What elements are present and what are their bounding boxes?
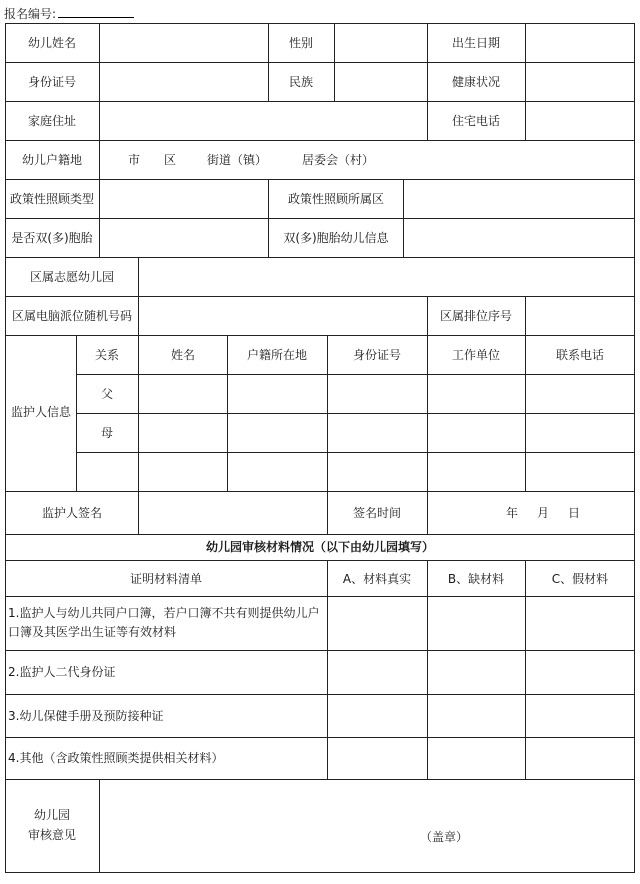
review-item-3: 3.幼儿保健手册及预防接种证 [8,709,164,723]
gender-label: 性别 [288,36,314,50]
opinion-label-line1: 幼儿园 [33,808,71,822]
sign-year-text: 年 [506,506,519,520]
address-label: 家庭住址 [27,114,77,128]
sign-time-label: 签名时间 [352,506,402,520]
sign-month-text: 月 [537,506,550,520]
opinion-input[interactable] [100,780,634,872]
birth-date-label: 出生日期 [451,36,501,50]
registration-number-label: 报名编号: [4,7,57,21]
review-item-4: 4.其他（含政策性照顾类提供相关材料） [8,751,224,765]
hukou-district-text: 区 [164,153,177,167]
ethnicity-label: 民族 [288,75,314,89]
guardian-signature-label: 监护人签名 [41,506,103,520]
guardian-father-row-input[interactable] [139,375,634,413]
district-kindergarten-label: 区属志愿幼儿园 [29,270,115,284]
home-phone-label: 住宅电话 [451,114,501,128]
birth-date-input[interactable] [526,24,634,62]
child-name-input[interactable] [100,24,268,62]
hukou-label: 幼儿户籍地 [21,153,83,167]
guardian-mother-row-input[interactable] [139,414,634,452]
id-number-input[interactable] [100,63,268,101]
child-name-label: 幼儿姓名 [27,36,77,50]
gender-input[interactable] [335,24,427,62]
review-list-header: 证明材料清单 [129,572,203,586]
health-input[interactable] [526,63,634,101]
seal-text: （盖章） [420,830,469,844]
guardian-other-row-input[interactable] [77,453,634,491]
opinion-label-line2: 审核意见 [27,828,77,842]
hukou-city-text: 市 [128,153,141,167]
health-label: 健康状况 [451,75,501,89]
review-col-fake: C、假材料 [551,572,609,586]
review-checkbox-area[interactable] [328,597,634,779]
guardian-col-employer: 工作单位 [451,348,501,362]
guardian-info-label: 监护人信息 [10,405,72,419]
ethnicity-input[interactable] [335,63,427,101]
twins-label: 是否双(多)胞胎 [11,231,93,245]
id-number-label: 身份证号 [27,75,77,89]
rank-number-input[interactable] [526,297,634,335]
hukou-committee-text: 居委会（村） [302,153,375,167]
review-item-2: 2.监护人二代身份证 [8,665,116,679]
policy-type-label: 政策性照顾类型 [9,192,95,206]
address-input[interactable] [100,102,427,140]
twins-info-input[interactable] [404,219,634,257]
district-kindergarten-input[interactable] [139,258,634,296]
guardian-col-relation: 关系 [94,348,120,362]
policy-type-input[interactable] [100,180,268,218]
guardian-signature-input[interactable] [139,492,327,534]
guardian-relation-mother: 母 [100,426,114,440]
guardian-col-hukou: 户籍所在地 [246,348,308,362]
hukou-street-text: 街道（镇） [207,153,268,167]
random-number-input[interactable] [139,297,427,335]
random-number-label: 区属电脑派位随机号码 [11,309,133,323]
guardian-col-id: 身份证号 [352,348,402,362]
twins-info-label: 双(多)胞胎幼儿信息 [283,231,389,245]
guardian-relation-father: 父 [100,387,114,401]
rank-number-label: 区属排位序号 [439,309,513,323]
review-item-1: 1.监护人与幼儿共同户口簿，若户口簿不共有则提供幼儿户口簿及其医学出生证等有效材料 [8,606,320,639]
home-phone-input[interactable] [526,102,634,140]
policy-district-input[interactable] [404,180,634,218]
twins-input[interactable] [100,219,268,257]
guardian-col-name: 姓名 [170,348,196,362]
review-col-missing: B、缺材料 [447,572,505,586]
policy-district-label: 政策性照顾所属区 [287,192,385,206]
guardian-col-phone: 联系电话 [555,348,605,362]
sign-day-text: 日 [568,506,581,520]
review-section-title: 幼儿园审核材料情况（以下由幼儿园填写） [205,540,435,554]
review-col-true: A、材料真实 [342,572,412,586]
